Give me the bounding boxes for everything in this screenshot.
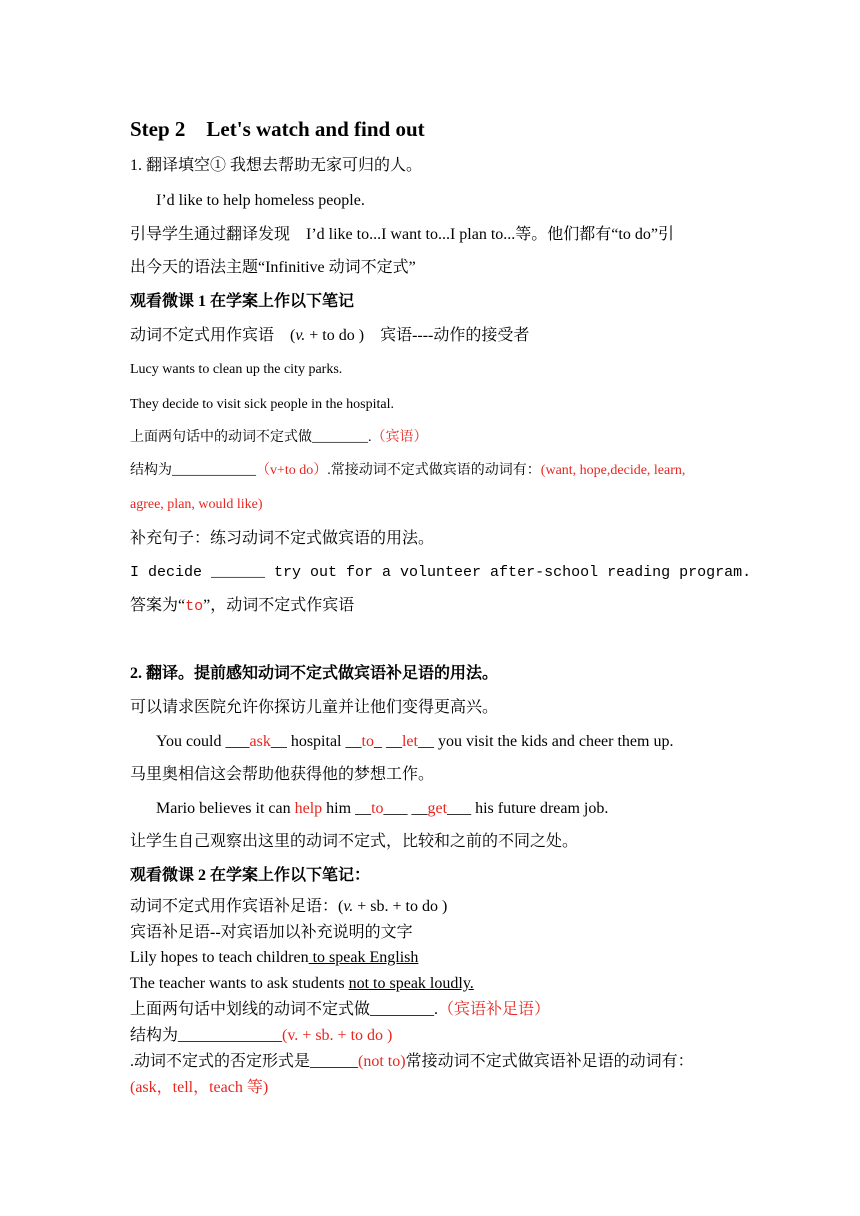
answer-b: ”，动词不定式作宾语 <box>203 597 355 614</box>
s2-english-1 <box>156 732 673 752</box>
step-title: Step 2 Let's watch and find out <box>130 117 425 141</box>
en2-get: get <box>427 800 448 817</box>
note-2-b: + sb. + to do ) <box>353 898 448 915</box>
example-4-underlined: not to speak loudly. <box>348 975 474 992</box>
supplement: 补充句子：练习动词不定式做宾语的用法。 <box>130 530 435 547</box>
s2-header: 2. 翻译。提前感知动词不定式做宾语补足语的用法。 <box>130 665 499 682</box>
note-1-a: 动词不定式用作宾语 ( <box>130 327 296 344</box>
en1-ask: ask <box>249 733 271 750</box>
s2-english-2 <box>156 799 608 819</box>
question-2-answer: （v+to do） <box>256 463 328 478</box>
question-6: (ask，tell，teach 等) <box>130 1079 269 1096</box>
watch-note-1: 观看微课 1 在学案上作以下笔记 <box>130 293 355 310</box>
question-3-answer: （宾语补足语） <box>438 1001 551 1018</box>
s1-example: I’d like to help homeless people. <box>156 192 365 209</box>
note-2-v: v. <box>343 898 354 915</box>
en1-to: to <box>361 733 374 750</box>
watch-note-2: 观看微课 2 在学案上作以下笔记： <box>130 867 371 884</box>
en2-help: help <box>294 800 323 817</box>
en2-p6: ___ his future dream job. <box>447 800 609 817</box>
question-4 <box>130 1026 392 1046</box>
en1-p0: You could ___ <box>156 733 250 750</box>
question-5-text: .动词不定式的否定形式是______ <box>130 1053 359 1070</box>
question-5 <box>130 1052 694 1072</box>
en2-p4: ___ __ <box>383 800 428 817</box>
question-4-text: 结构为_____________ <box>130 1027 283 1044</box>
question-2-list-b: agree, plan, would like) <box>130 497 263 512</box>
question-2 <box>130 461 685 481</box>
example-3-underlined: to speak English <box>308 949 419 966</box>
answer-a: 答案为“ <box>130 597 186 614</box>
en1-p6: __ you visit the kids and cheer them up. <box>417 733 674 750</box>
answer-line <box>130 596 354 617</box>
en1-let: let <box>401 733 418 750</box>
definition: 宾语补足语--对宾语加以补充说明的文字 <box>130 924 413 941</box>
question-4-answer: (v. + sb. + to do ) <box>282 1027 393 1044</box>
note-1-v: v. <box>295 327 306 344</box>
s1-guide-line1: 引导学生通过翻译发现 I’d like to...I want to...I plan to...等。他们都有“to do”引 <box>130 226 674 243</box>
question-2-list-a: (want, hope,decide, learn, <box>540 463 686 478</box>
en2-p2: him __ <box>322 800 372 817</box>
example-1: Lucy wants to clean up the city parks. <box>130 362 343 377</box>
en2-p0: Mario believes it can <box>156 800 295 817</box>
question-1 <box>130 428 428 448</box>
s1-guide-line2: 出今天的语法主题“Infinitive 动词不定式” <box>130 259 416 276</box>
question-1-answer: （宾语） <box>371 430 428 445</box>
en1-p2: __ hospital __ <box>270 733 362 750</box>
s1-header: 1. 翻译填空① 我想去帮助无家可归的人。 <box>130 157 423 174</box>
observe-line: 让学生自己观察出这里的动词不定式，比较和之前的不同之处。 <box>130 833 579 850</box>
note-1 <box>130 326 529 346</box>
example-4-a: The teacher wants to ask students <box>130 975 349 992</box>
question-5-answer: (not to) <box>358 1053 406 1070</box>
example-4 <box>130 974 474 994</box>
example-2: They decide to visit sick people in the hospital. <box>130 397 394 412</box>
example-3 <box>130 948 418 968</box>
en2-to: to <box>371 800 384 817</box>
question-2-text: 结构为____________ <box>130 463 256 478</box>
question-5-rest: 常接动词不定式做宾语补足语的动词有： <box>405 1053 694 1070</box>
answer-to: to <box>185 598 204 615</box>
supplement-example: I decide ______ try out for a volunteer after-school reading program. <box>130 564 752 581</box>
question-1-text: 上面两句话中的动词不定式做________. <box>130 430 372 445</box>
note-2-a: 动词不定式用作宾语补足语：( <box>130 898 344 915</box>
s2-chinese-1: 可以请求医院允许你探访儿童并让他们变得更高兴。 <box>130 699 499 716</box>
note-1-b: + to do ) 宾语----动作的接受者 <box>305 327 530 344</box>
note-2 <box>130 897 447 917</box>
question-2-rest: .常接动词不定式做宾语的动词有： <box>327 463 541 478</box>
question-3 <box>130 1000 550 1020</box>
question-3-text: 上面两句话中划线的动词不定式做________. <box>130 1001 439 1018</box>
en1-p4: _ __ <box>373 733 402 750</box>
example-3-a: Lily hopes to teach children <box>130 949 309 966</box>
s2-chinese-2: 马里奥相信这会帮助他获得他的梦想工作。 <box>130 766 435 783</box>
